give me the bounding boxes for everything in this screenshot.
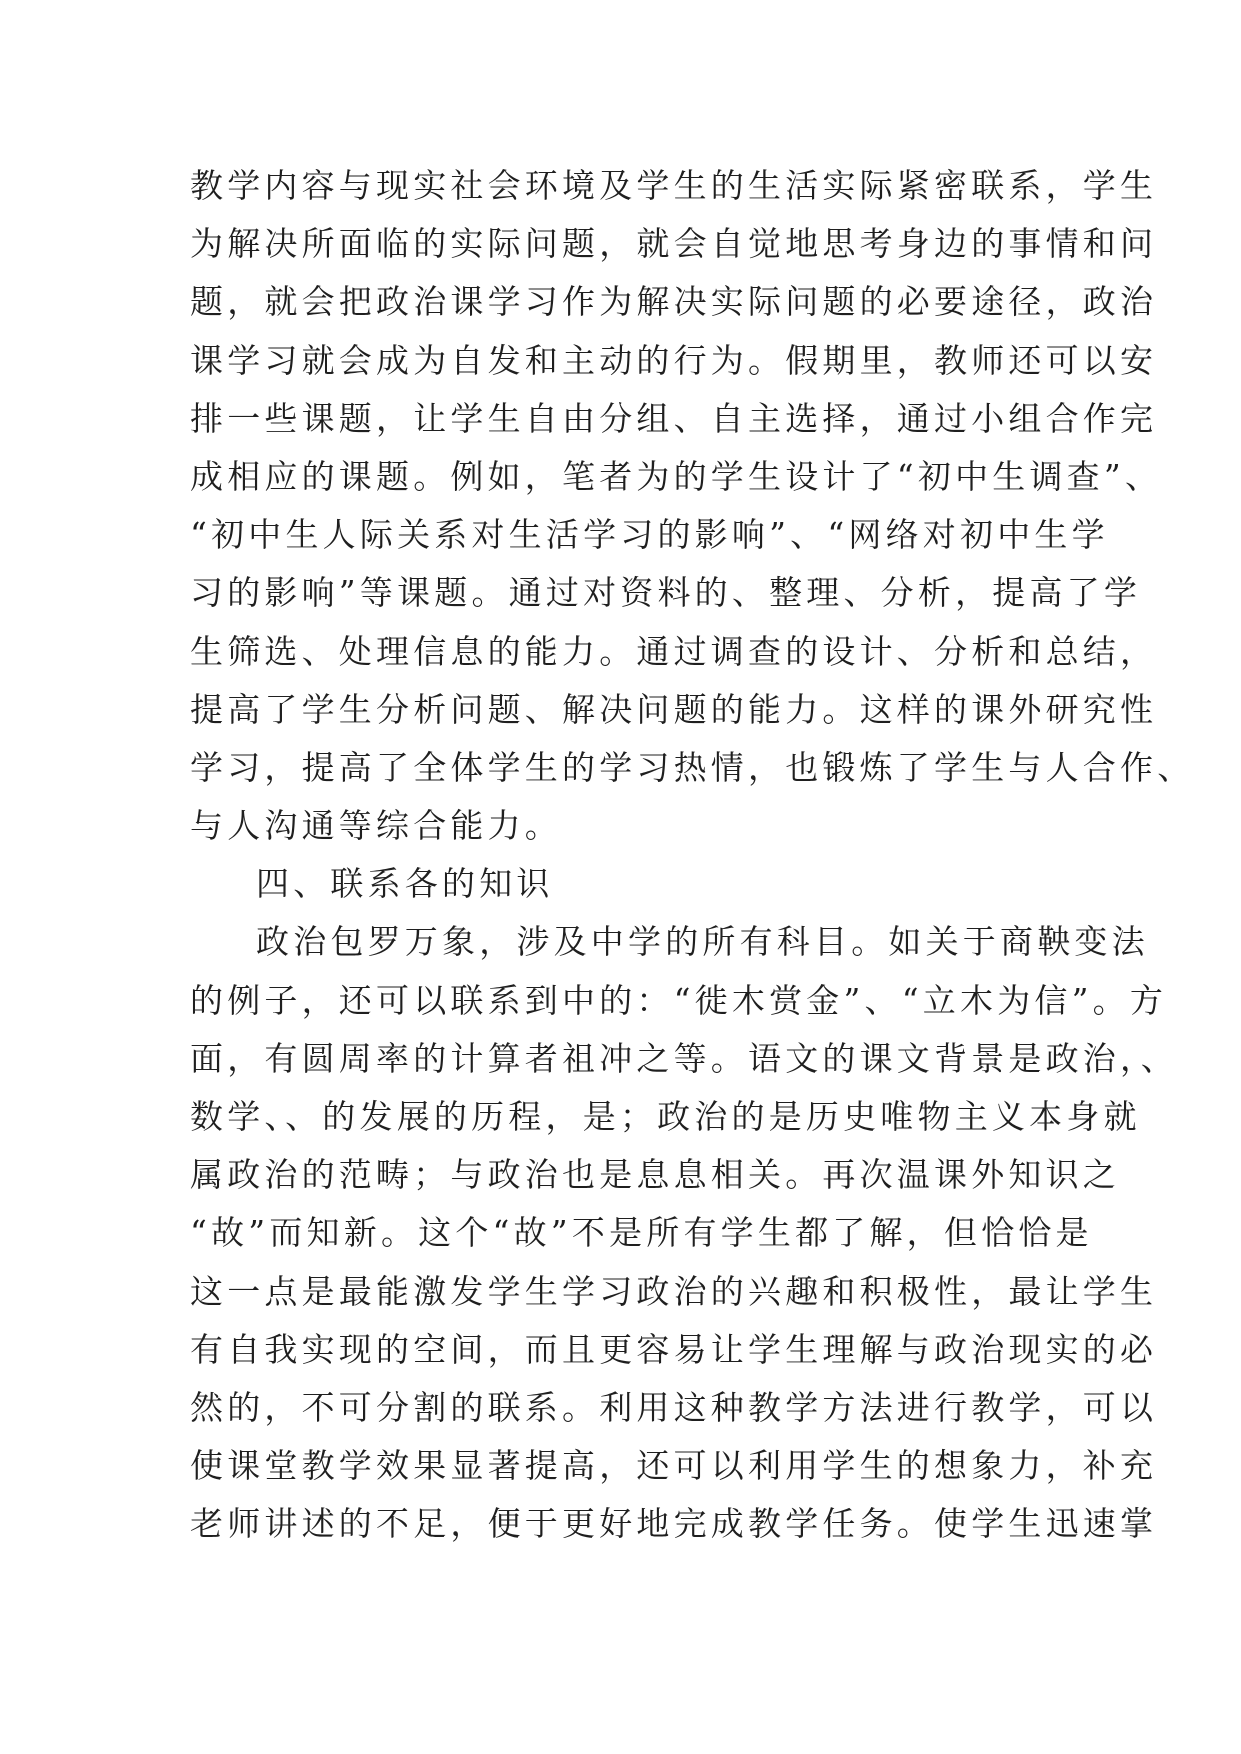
text-line: 老师讲述的不足，便于更好地完成教学任务。使学生迅速掌: [190, 1504, 1158, 1544]
text-line: 与人沟通等综合能力。: [190, 806, 562, 846]
text-line: 使课堂教学效果显著提高，还可以利用学生的想象力，补充: [190, 1446, 1158, 1486]
text-line: 为解决所面临的实际问题，就会自觉地思考身边的事情和问: [190, 224, 1158, 264]
text-line: 的例子，还可以联系到中的：“徙木赏金”、“立木为信”。方: [190, 980, 1168, 1020]
text-line: 面，有圆周率的计算者祖冲之等。语文的课文背景是政治，、: [190, 1038, 1178, 1078]
text-line: 提高了学生分析问题、解决问题的能力。这样的课外研究性: [190, 689, 1158, 729]
text-line: 教学内容与现实社会环境及学生的生活实际紧密联系，学生: [190, 166, 1158, 205]
text-line: 生筛选、处理信息的能力。通过调查的设计、分析和总结，: [190, 631, 1158, 671]
text-line: 习的影响”等课题。通过对资料的、整理、分析，提高了学: [190, 573, 1142, 613]
text-line: 题，就会把政治课学习作为解决实际问题的必要途径，政治: [190, 282, 1158, 322]
text-line: 然的，不可分割的联系。利用这种教学方法进行教学，可以: [190, 1387, 1158, 1427]
text-line: 课学习就会成为自发和主动的行为。假期里，教师还可以安: [190, 340, 1158, 380]
text-line: “初中生人际关系对生活学习的影响”、“网络对初中生学: [190, 515, 1109, 555]
text-line: 政治包罗万象，涉及中学的所有科目。如关于商鞅变法: [256, 922, 1149, 962]
text-line: 有自我实现的空间，而且更容易让学生理解与政治现实的必: [190, 1329, 1158, 1369]
text-line: 成相应的课题。例如，笔者为的学生设计了“初中生调查”、: [190, 456, 1163, 496]
text-line: “故”而知新。这个“故”不是所有学生都了解，但恰恰是: [190, 1213, 1093, 1253]
text-line: 这一点是最能激发学生学习政治的兴趣和积极性，最让学生: [190, 1271, 1158, 1311]
text-line: 学习，提高了全体学生的学习热情，也锻炼了学生与人合作、: [190, 747, 1195, 787]
text-line: 数学、、的发展的历程，是；政治的是历史唯物主义本身就: [190, 1097, 1141, 1136]
body-text: [190, 157, 1195, 1554]
text-line: 排一些课题，让学生自由分组、自主选择，通过小组合作完: [190, 398, 1158, 438]
text-line: 属政治的范畴；与政治也是息息相关。再次温课外知识之: [190, 1155, 1120, 1195]
section-heading: 四、联系各的知识: [256, 864, 554, 904]
